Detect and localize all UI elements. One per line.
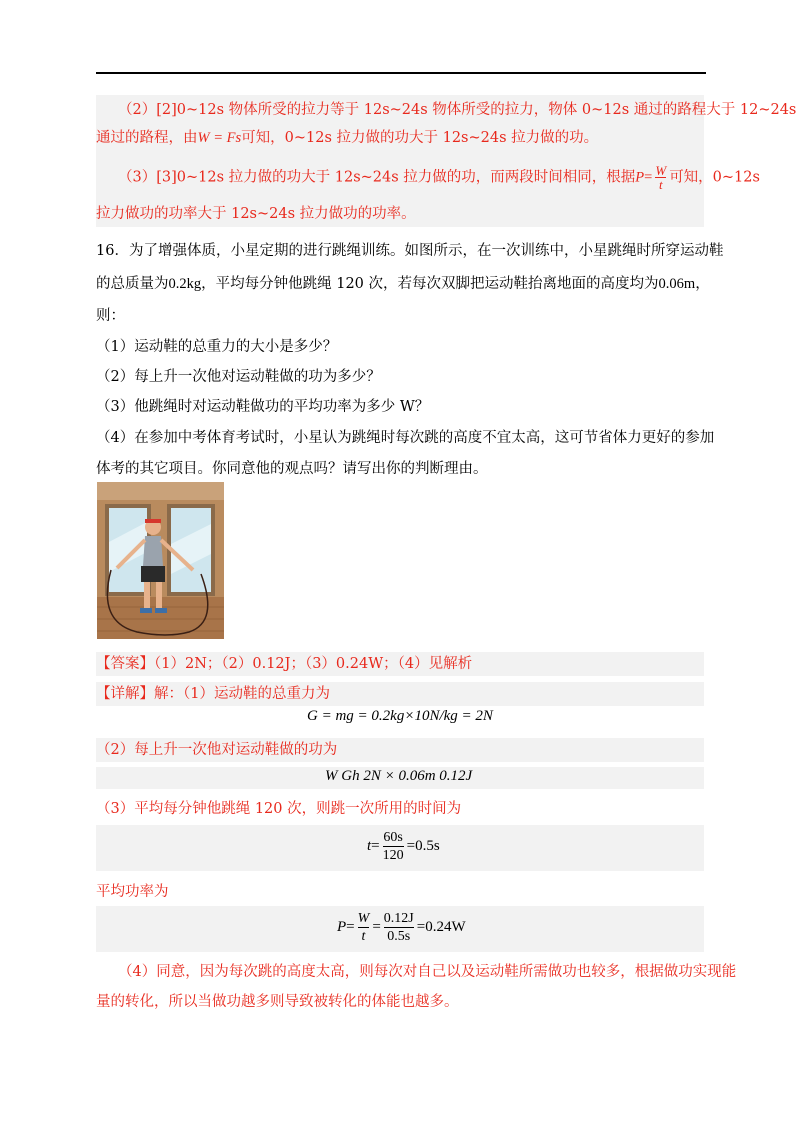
answer-line: 【答案】（1）2N；（2）0.12J；（3）0.24W；（4）见解析: [96, 656, 473, 672]
part2-line: （2）每上升一次他对运动鞋做的功为: [96, 742, 338, 758]
prev-answer-p3-line1: （3）[3]0~12s 拉力做的功大于 12s~24s 拉力做的功，而两段时间相同，根据P= $\frac{W}{t}$ 可知，0~12s: [118, 163, 760, 192]
question-sub4-line1: （4）在参加中考体育考试时，小星认为跳绳时每次跳的高度不宜太高，这可节省体力更好的参加: [96, 430, 715, 446]
question-line3: 则：: [96, 308, 125, 324]
jump-rope-illustration: [97, 482, 224, 639]
question-line1: 16．为了增强体质，小星定期的进行跳绳训练。如图所示，在一次训练中，小星跳绳时所穿运动鞋: [96, 243, 724, 259]
formula-w-fs: W = Fs: [197, 130, 242, 146]
question-sub1: （1）运动鞋的总重力的大小是多少？: [96, 339, 338, 355]
question-sub4-line2: 体考的其它项目。你同意他的观点吗？请写出你的判断理由。: [96, 461, 488, 477]
header-rule: [96, 72, 706, 74]
prev-answer-p3-line2: 拉力做功的功率大于 12s~24s 拉力做功的功率。: [96, 206, 416, 222]
question-sub2: （2）每上升一次他对运动鞋做的功为多少？: [96, 369, 381, 385]
part4-line1: （4）同意，因为每次跳的高度太高，则每次对自己以及运动鞋所需做功也较多，根据做功实现能: [118, 964, 737, 980]
equation-gravity: G = mg = 0.2kg×10N/kg = 2N: [307, 708, 493, 724]
fraction-w-over-t: $\frac{W}{t}$: [655, 163, 667, 192]
equation-work: W Gh 2N × 0.06m 0.12J: [325, 768, 473, 784]
detail-line: 【详解】解：（1）运动鞋的总重力为: [96, 686, 330, 702]
question-sub3: （3）他跳绳时对运动鞋做功的平均功率为多少 W？: [96, 399, 430, 415]
equation-power: P = $\frac{W}{t}$ = $\frac{0.12J}{0.5s}$ =0.24W: [337, 911, 466, 944]
part3-line: （3）平均每分钟他跳绳 120 次，则跳一次所用的时间为: [96, 801, 462, 817]
question-line2: 的总质量为0.2kg，平均每分钟他跳绳 120 次，若每次双脚把运动鞋抬离地面的高度均为0.06m，: [96, 276, 710, 292]
part4-line2: 量的转化，所以当做功越多则导致被转化的体能也越多。: [96, 994, 459, 1010]
equation-time: t = $\frac{60s}{120}$ =0.5s: [367, 830, 440, 863]
power-label: 平均功率为: [96, 884, 169, 900]
prev-answer-p2-line1: （2）[2]0~12s 物体所受的拉力等于 12s~24s 物体所受的拉力，物体 0~12s 通过的路程大于 12~24s: [118, 102, 797, 118]
prev-answer-p2-line2: 通过的路程，由W = Fs可知，0~12s 拉力做的功大于 12s~24s 拉力做的功。: [96, 130, 599, 146]
